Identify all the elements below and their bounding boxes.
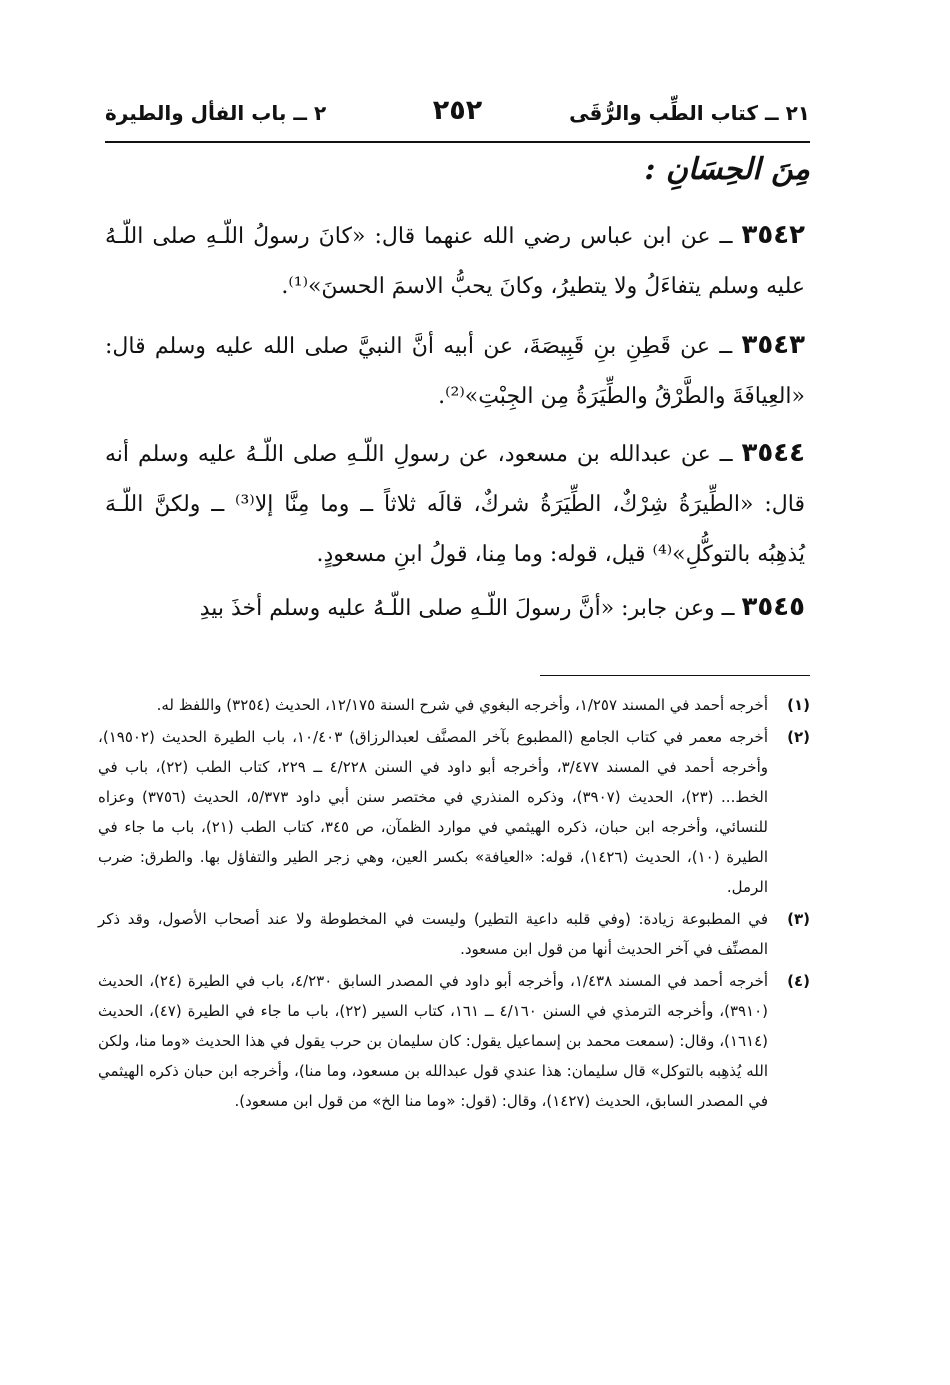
- hadith-text: ــ عن عبدالله بن مسعود، عن رسولِ اللّـهِ صلى اللّـهُ عليه وسلم أنه قال: «الطِّيرَةُ شِرْكٌ، الطِّيَرَةُ شركٌ، قالَه ثلاثاً ــ وما مِنَّا إلا⁽³⁾ ــ ولكنَّ اللّـهَ يُذهِبُه بالتوكُّلِ»⁽⁴⁾ قيل، قوله: وما مِنا، قولُ ابنِ مسعودٍ.: [105, 442, 805, 567]
- footnote-1: [98, 690, 810, 720]
- footnotes: [98, 690, 810, 1118]
- running-header: [105, 95, 810, 135]
- hadith-3544: [105, 428, 805, 580]
- hadith-number: ٣٥٤٥: [741, 592, 805, 622]
- footnote-divider: [540, 675, 810, 676]
- footnote-text: في المطبوعة زيادة: (وفي قلبه داعية التطير) وليست في المخطوطة ولا عند أصحاب الأصول، وقد ذكر المصنِّف في آخر الحديث أنها من قول ابن مسعود.: [98, 910, 768, 958]
- section-heading: مِنَ الحِسَانِ :: [644, 152, 810, 187]
- hadith-text: ــ وعن جابر: «أنَّ رسولَ اللّـهِ صلى اللّـهُ عليه وسلم أخذَ بيدِ: [199, 596, 735, 621]
- footnote-3: [98, 904, 810, 964]
- footnote-text: أخرجه أحمد في المسند ١/٢٥٧، وأخرجه البغوي في شرح السنة ١٢/١٧٥، الحديث (٣٢٥٤) واللفظ له.: [156, 696, 768, 714]
- page-number: ٢٥٢: [432, 95, 483, 126]
- footnote-text: أخرجه أحمد في المسند ١/٤٣٨، وأخرجه أبو داود في المصدر السابق ٤/٢٣٠، باب في الطيرة (٢٤)، الحديث (٣٩١٠)، وأخرجه الترمذي في السنن ٤/١٦٠ ــ ١٦١، كتاب السير (٢٢)، باب ما جاء في الطيرة (٤٧)، الحديث (١٦١٤)، وقال: (سمعت محمد بن إسماعيل يقول: كان سليمان بن حرب يقول في هذا الحديث «وما منا، ولكن الله يُذهِبه بالتوكل» قال سليمان: هذا عندي قول عبدالله بن مسعود، وما منا)، وأخرجه ابن حبان ذكره الهيثمي في المصدر السابق، الحديث (١٤٢٧)، وقال: (قول: «وما منا الخ» من قول ابن مسعود).: [98, 972, 769, 1110]
- footnote-number: (٢): [787, 728, 810, 746]
- hadith-3543: [105, 320, 805, 422]
- footnote-number: (٣): [787, 910, 810, 928]
- hadith-number: ٣٥٤٢: [741, 220, 805, 250]
- hadith-3542: [105, 210, 805, 312]
- footnote-number: (٤): [787, 972, 810, 990]
- header-chapter-title: ٢١ ــ كتاب الطِّب والرُّقَى: [569, 101, 810, 125]
- footnote-text: أخرجه معمر في كتاب الجامع (المطبوع بآخر المصنَّف لعبدالرزاق) ١٠/٤٠٣، باب الطيرة الحديث (١٩٥٠٢)، وأخرجه أحمد في المسند ٣/٤٧٧، وأخرجه أبو داود في السنن ٤/٢٢٨ ــ ٢٢٩، كتاب الطب (٢٢)، باب في الخط... (٢٣)، الحديث (٣٩٠٧)، وذكره المنذري في مختصر سنن أبي داود ٥/٣٧٣، الحديث (٣٧٥٦) وعزاه للنسائي، وأخرجه ابن حبان، ذكره الهيثمي في موارد الظمآن، ص ٣٤٥، كتاب الطب (٢١)، باب ما جاء في الطيرة (١٠)، الحديث (١٤٢٦)، قوله: «العيافة» بكسر العين، وهي زجر الطير والتفاؤل بها. والطرق: ضرب الرمل.: [98, 728, 768, 896]
- hadith-3545: [105, 582, 805, 634]
- header-section-title: ٢ ــ باب الفأل والطيرة: [105, 101, 327, 125]
- hadith-text: ــ عن ابن عباس رضي الله عنهما قال: «كانَ رسولُ اللّـهِ صلى اللّـهُ عليه وسلم يتفاءَلُ ولا يتطيرُ، وكانَ يحبُّ الاسمَ الحسنَ»⁽¹⁾.: [105, 224, 805, 299]
- footnote-4: [98, 966, 810, 1116]
- footnote-2: [98, 722, 810, 902]
- hadith-text: ــ عن قَطِنِ بنِ قَبِيصَةَ، عن أبيه أنَّ النبيَّ صلى الله عليه وسلم قال: «العِيافَةَ والطَّرْقُ والطِّيَرَةُ مِن الجِبْتِ»⁽²⁾.: [105, 334, 805, 409]
- hadith-number: ٣٥٤٤: [741, 438, 805, 468]
- footnote-number: (١): [787, 696, 810, 714]
- hadith-number: ٣٥٤٣: [741, 330, 805, 360]
- header-divider: [105, 141, 810, 143]
